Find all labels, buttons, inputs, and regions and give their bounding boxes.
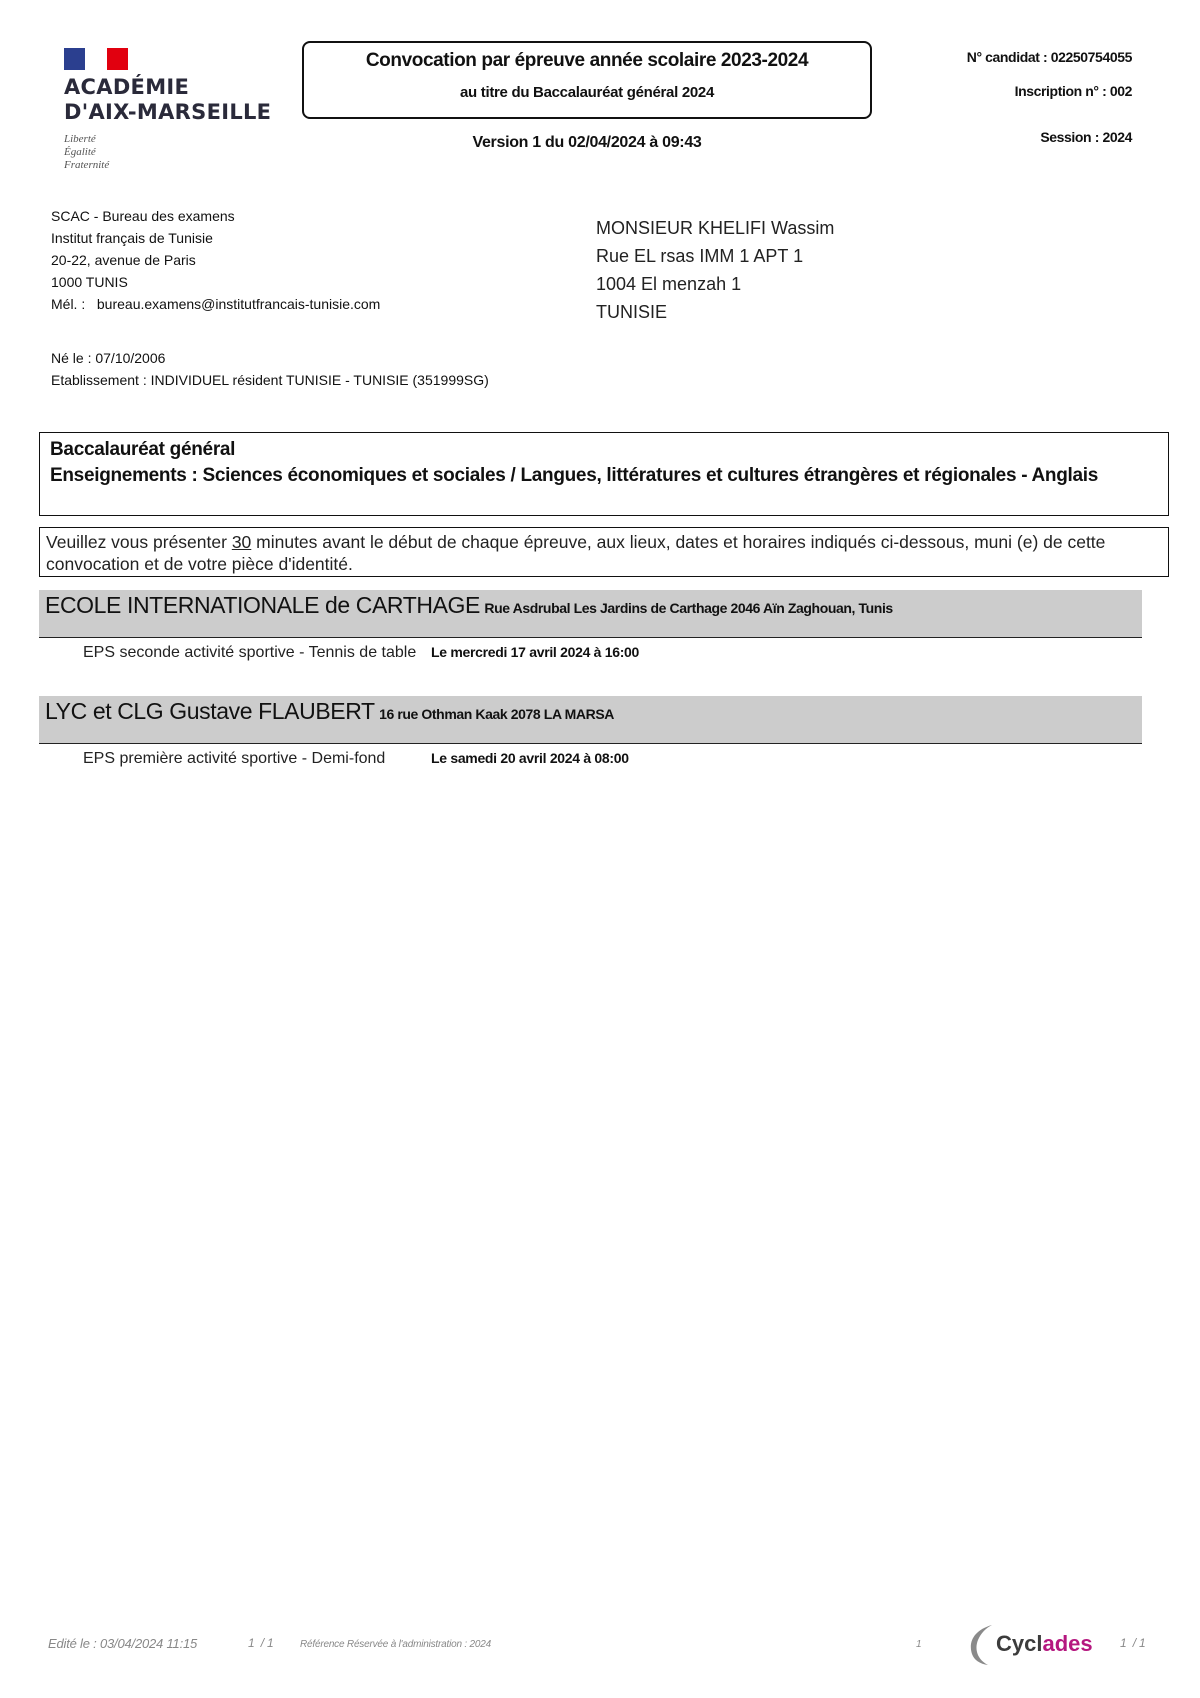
site-name: LYC et CLG Gustave FLAUBERT xyxy=(45,698,375,724)
page-count-right: 1 / 1 xyxy=(1120,1636,1146,1650)
addressee-line: 1004 El menzah 1 xyxy=(596,274,742,294)
establishment: Etablissement : INDIVIDUEL résident TUNISIE - TUNISIE (351999SG) xyxy=(51,372,489,388)
brand-suffix: ades xyxy=(1042,1631,1093,1656)
session-label: Session : 2024 xyxy=(1040,129,1132,145)
specialties: Enseignements : Sciences économiques et sociales / Langues, littératures et cultures étrangères et régionales - Anglais xyxy=(50,465,1099,486)
sender-line: 1000 TUNIS xyxy=(51,274,128,290)
site-address: Rue Asdrubal Les Jardins de Carthage 2046 Aïn Zaghouan, Tunis xyxy=(484,600,893,616)
academie-name xyxy=(64,75,274,125)
sender-email: Mél. : bureau.examens@institutfrancais-tunisie.com xyxy=(51,296,381,312)
academie-name-line1: ACADÉMIE xyxy=(64,75,190,99)
exam-subject: EPS seconde activité sportive - Tennis de table xyxy=(83,644,417,661)
footer-small-number: 1 xyxy=(916,1639,922,1650)
convocation-title-box xyxy=(302,41,872,119)
sender-line: SCAC - Bureau des examens xyxy=(51,208,235,224)
addressee-block xyxy=(596,214,834,326)
arrival-notice xyxy=(39,527,1169,577)
french-flag-icon xyxy=(64,48,128,70)
edited-date: Edité le : 03/04/2024 11:15 xyxy=(48,1636,198,1651)
exam-subject: EPS première activité sportive - Demi-fond xyxy=(83,750,386,767)
notice-minutes: 30 xyxy=(231,532,252,552)
document-subtitle: au titre du Baccalauréat général 2024 xyxy=(459,84,715,101)
site-name: ECOLE INTERNATIONALE de CARTHAGE xyxy=(45,592,480,618)
motto-egalite: Égalité xyxy=(64,146,96,158)
registration-number: Inscription n° : 002 xyxy=(1014,83,1132,99)
document-title: Convocation par épreuve année scolaire 2023-2024 xyxy=(365,50,809,71)
cyclades-swoosh-icon xyxy=(966,1622,994,1666)
page-count-left: 1 / 1 xyxy=(248,1636,274,1650)
site-address: 16 rue Othman Kaak 2078 LA MARSA xyxy=(379,706,614,722)
exam-details-box xyxy=(39,432,1169,516)
academie-name-line2: D'AIX-MARSEILLE xyxy=(64,100,272,124)
brand-prefix: Cycl xyxy=(996,1631,1043,1656)
addressee-name: MONSIEUR KHELIFI Wassim xyxy=(596,218,835,238)
notice-text-after: minutes avant le début de chaque épreuve, aux lieux, dates et horaires indiqués ci-dessous, muni (e) de cette convocation et de votre pièce d'identité. xyxy=(46,532,1111,574)
exam-date: Le mercredi 17 avril 2024 à 16:00 xyxy=(431,644,640,660)
addressee-country: TUNISIE xyxy=(596,302,668,322)
sender-line: Institut français de Tunisie xyxy=(51,230,213,246)
exam-site-header xyxy=(39,696,1142,744)
cyclades-wordmark xyxy=(996,1631,1093,1657)
admin-reference: Référence Réservée à l'administration : 2024 xyxy=(300,1639,491,1650)
candidate-info xyxy=(51,347,489,391)
diploma-name: Baccalauréat général xyxy=(50,439,236,460)
birth-date: Né le : 07/10/2006 xyxy=(51,350,166,366)
exam-date: Le samedi 20 avril 2024 à 08:00 xyxy=(431,750,629,766)
sender-address xyxy=(51,205,380,315)
academie-logo xyxy=(64,48,274,172)
notice-text-before: Veuillez vous présenter xyxy=(46,532,232,552)
exam-site-header xyxy=(39,590,1142,638)
candidate-number: N° candidat : 02250754055 xyxy=(966,49,1132,65)
motto-fraternite: Fraternité xyxy=(64,159,110,171)
republic-motto xyxy=(64,133,274,172)
addressee-line: Rue EL rsas IMM 1 APT 1 xyxy=(596,246,804,266)
document-version: Version 1 du 02/04/2024 à 09:43 xyxy=(472,134,702,151)
sender-line: 20-22, avenue de Paris xyxy=(51,252,196,268)
cyclades-logo xyxy=(966,1622,1093,1666)
motto-liberte: Liberté xyxy=(64,133,96,145)
